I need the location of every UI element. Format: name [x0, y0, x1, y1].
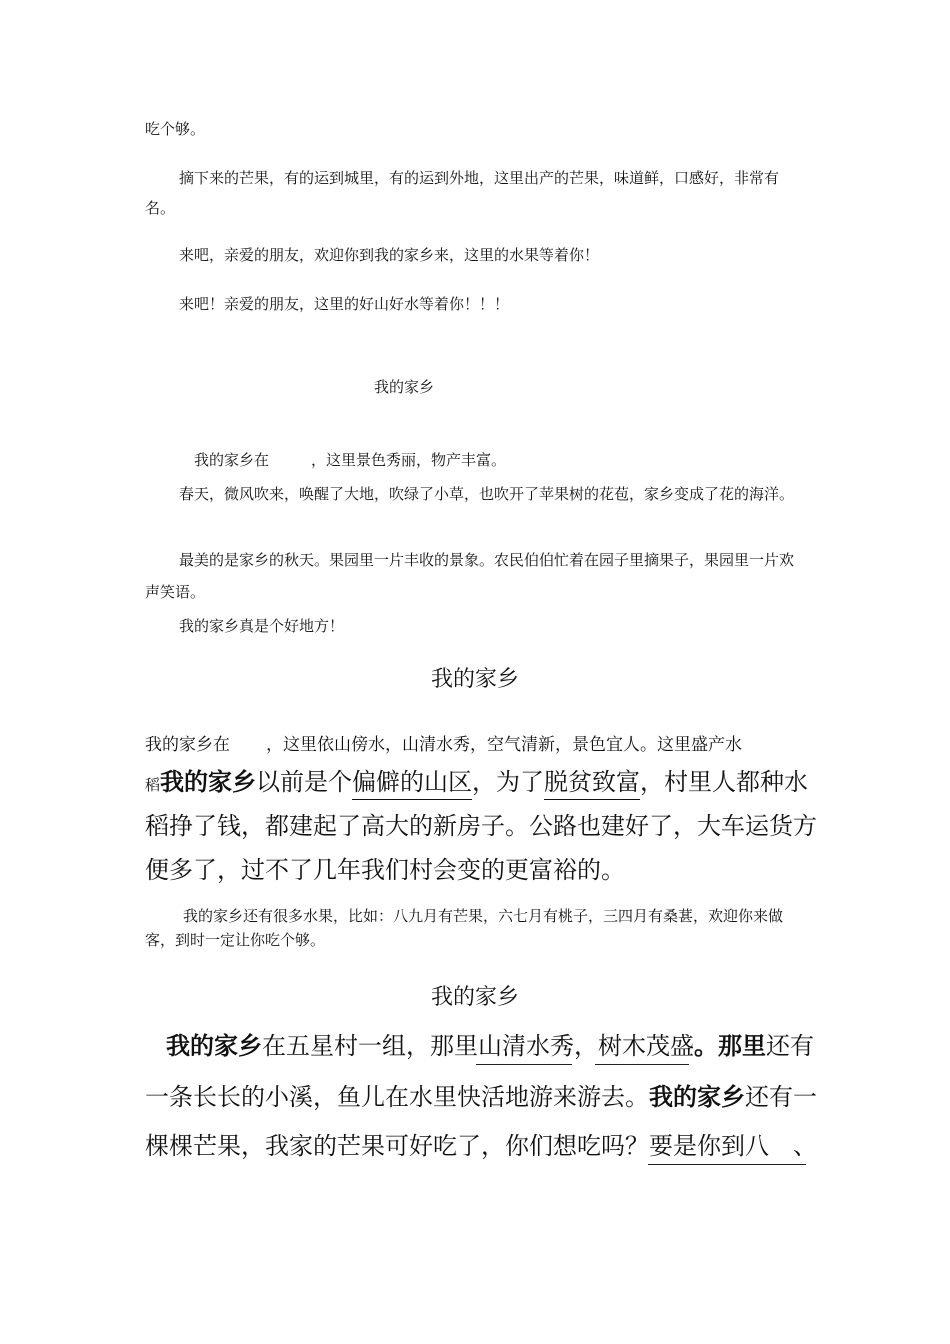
essay3-line1-b: ， — [574, 1032, 598, 1060]
essay2-line1-a: 我的家乡在 — [145, 735, 230, 755]
essay3-line2-b: 还有一 — [745, 1083, 817, 1111]
essay2-fruits: 我的家乡还有很多水果，比如：八九月有芒果，六七月有桃子，三四月有桑葚，欢迎你来做客，到时一定让你吃个够。 — [145, 907, 784, 949]
essay3-line2-bold: 我的家乡 — [649, 1083, 745, 1111]
essay1-autumn: 最美的是家乡的秋天。果园里一片丰收的景象。农民伯伯忙着在园子里摘果子，果园里一片欢声笑语。 — [145, 551, 795, 601]
essay1-title: 我的家乡 — [374, 378, 435, 396]
paragraph-welcome: 来吧，亲爱的朋友，欢迎你到我的家乡来，这里的水果等着你！ — [179, 246, 600, 264]
essay3-line2-a: 一条长长的小溪，鱼儿在水里快活地游来游去。 — [145, 1083, 649, 1111]
underline-rule — [595, 1064, 689, 1065]
essay3-line1-a: 在五星村一组，那里 — [262, 1032, 478, 1060]
essay3-line1-bold2: 那里 — [718, 1032, 766, 1060]
essay3-underline-visit: 要是你到八 、 — [649, 1132, 817, 1160]
essay2-line2-b: ，为了 — [472, 768, 545, 796]
essay3-line3 — [145, 1126, 815, 1161]
essay1-intro-a: 我的家乡在 — [194, 451, 270, 469]
paragraph-ending: 吃个够。 — [145, 120, 206, 138]
essay2-line2-a: 以前是个 — [256, 768, 353, 796]
essay3-line1-bold: 我的家乡 — [166, 1032, 262, 1060]
essay1-intro-b: ，这里景色秀丽，物产丰富。 — [311, 451, 507, 469]
essay2-title: 我的家乡 — [430, 667, 519, 692]
essay3-line1-c: 。 — [694, 1032, 718, 1060]
essay3-line1 — [166, 1026, 836, 1061]
essay1-spring: 春天，微风吹来，唤醒了大地，吹绿了小草，也吹开了苹果树的花苞，家乡变成了花的海洋。 — [179, 485, 795, 503]
essay2-line2 — [145, 762, 815, 797]
essay3-line2 — [145, 1077, 815, 1112]
paragraph-invite: 来吧！亲爱的朋友，这里的好山好水等着你！！！ — [179, 295, 510, 313]
essay2-line4: 便多了，过不了几年我们村会变的更富裕的。 — [145, 856, 625, 884]
essay2-line1-b: ，这里依山傍水，山清水秀，空气清新，景色宜人。这里盛产水 — [266, 735, 742, 755]
essay2-underline-remote: 偏僻的山区 — [352, 768, 473, 796]
essay2-line2-bold: 我的家乡 — [160, 768, 257, 796]
underline-rule — [476, 1064, 572, 1065]
essay2-line3: 稻挣了钱，都建起了高大的新房子。公路也建好了，大车运货方 — [145, 812, 817, 840]
essay3-underline-trees: 树木茂盛 — [598, 1032, 694, 1060]
essay2-line2-c: ，村里人都种水 — [640, 768, 809, 796]
underline-rule — [648, 1164, 806, 1165]
essay1-intro — [194, 449, 506, 470]
essay2-line1 — [145, 730, 742, 755]
essay3-underline-scenery: 山清水秀 — [478, 1032, 574, 1060]
essay2-underline-prosper: 脱贫致富 — [544, 768, 641, 796]
essay3-line1-d: 还有 — [766, 1032, 814, 1060]
essay3-line3-a: 棵棵芒果，我家的芒果可好吃了，你们想吃吗？ — [145, 1132, 649, 1160]
essay1-conclusion: 我的家乡真是个好地方！ — [179, 617, 345, 635]
essay3-title: 我的家乡 — [430, 985, 519, 1010]
essay2-line2-small: 稻 — [145, 776, 161, 794]
paragraph-mango: 摘下来的芒果，有的运到城里，有的运到外地，这里出产的芒果，味道鲜，口感好，非常有名。 — [145, 169, 780, 217]
